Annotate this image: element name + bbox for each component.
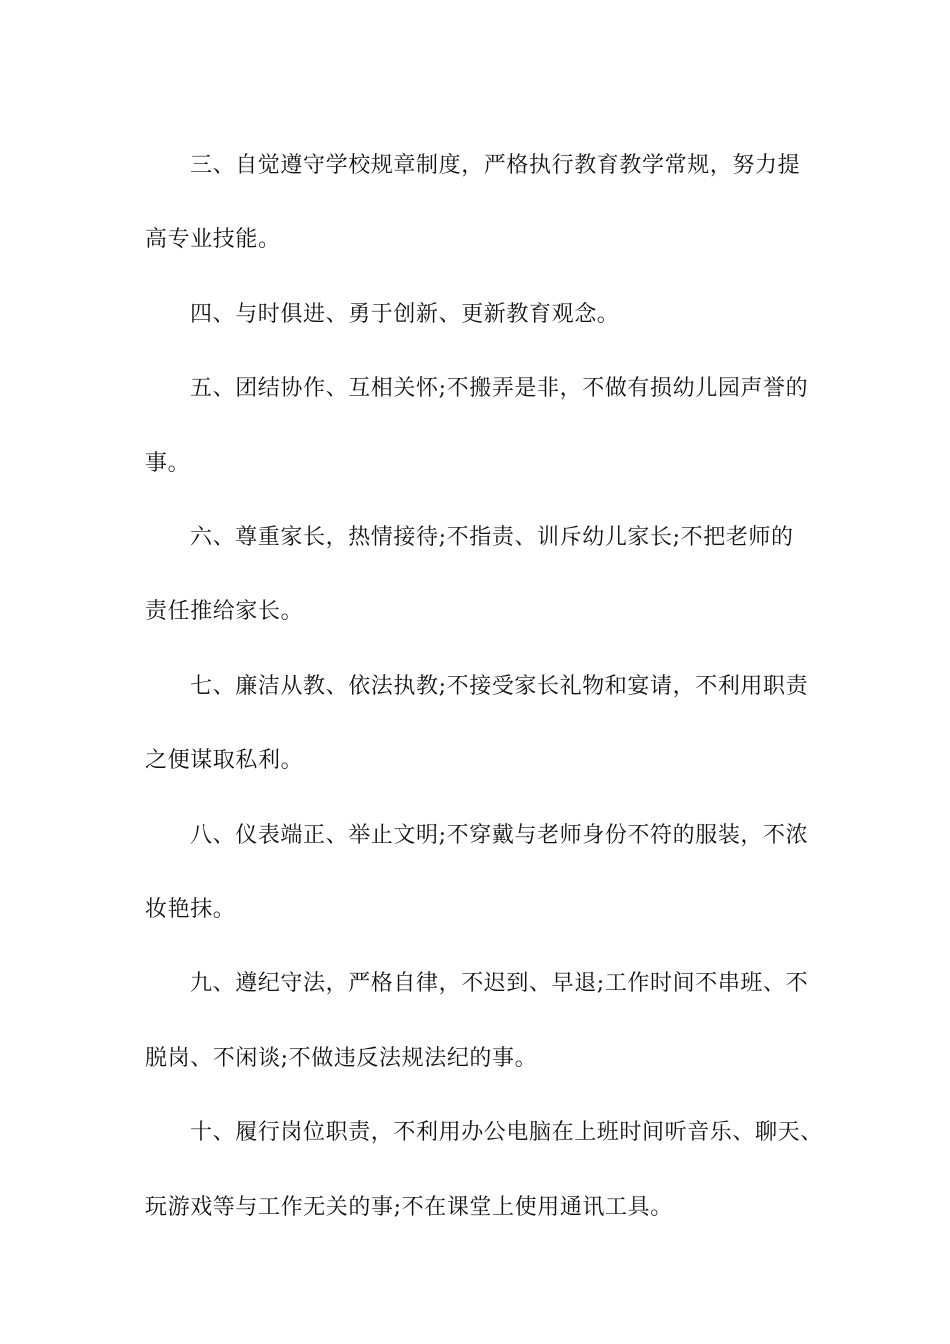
paragraph-5 [145, 352, 825, 501]
paragraph-line: 三、自觉遵守学校规章制度，严格执行教育教学常规，努力提 [190, 153, 801, 178]
paragraph-9 [145, 947, 825, 1096]
paragraph-line: 事。 [145, 450, 191, 476]
paragraph-line: 四、与时俱进、勇于创新、更新教育观念。 [190, 301, 620, 327]
paragraph-line: 脱岗、不闲谈;不做违反法规法纪的事。 [145, 1045, 538, 1071]
paragraph-8 [145, 799, 825, 948]
paragraph-line: 妆艳抹。 [145, 897, 236, 923]
paragraph-line: 九、遵纪守法，严格自律，不迟到、早退;工作时间不串班、不 [190, 971, 809, 997]
paragraph-7 [145, 650, 825, 799]
paragraph-10 [145, 1096, 825, 1245]
paragraph-line: 玩游戏等与工作无关的事;不在课堂上使用通讯工具。 [145, 1194, 673, 1220]
paragraph-6 [145, 501, 825, 650]
document-body [145, 129, 825, 1245]
paragraph-line: 七、廉洁从教、依法执教;不接受家长礼物和宴请，不利用职责 [190, 673, 809, 699]
paragraph-line: 责任推给家长。 [145, 599, 304, 625]
paragraph-4 [145, 278, 825, 352]
paragraph-3 [145, 129, 825, 278]
paragraph-line: 之便谋取私利。 [145, 748, 304, 774]
paragraph-line: 八、仪表端正、举止文明;不穿戴与老师身份不符的服装，不浓 [190, 822, 809, 848]
paragraph-line: 五、团结协作、互相关怀;不搬弄是非，不做有损幼儿园声誉的 [190, 376, 809, 402]
paragraph-line: 十、履行岗位职责，不利用办公电脑在上班时间听音乐、聊天、 [190, 1120, 823, 1146]
paragraph-line: 六、尊重家长，热情接待;不指责、训斥幼儿家长;不把老师的 [190, 525, 794, 551]
paragraph-line: 高专业技能。 [145, 227, 281, 253]
